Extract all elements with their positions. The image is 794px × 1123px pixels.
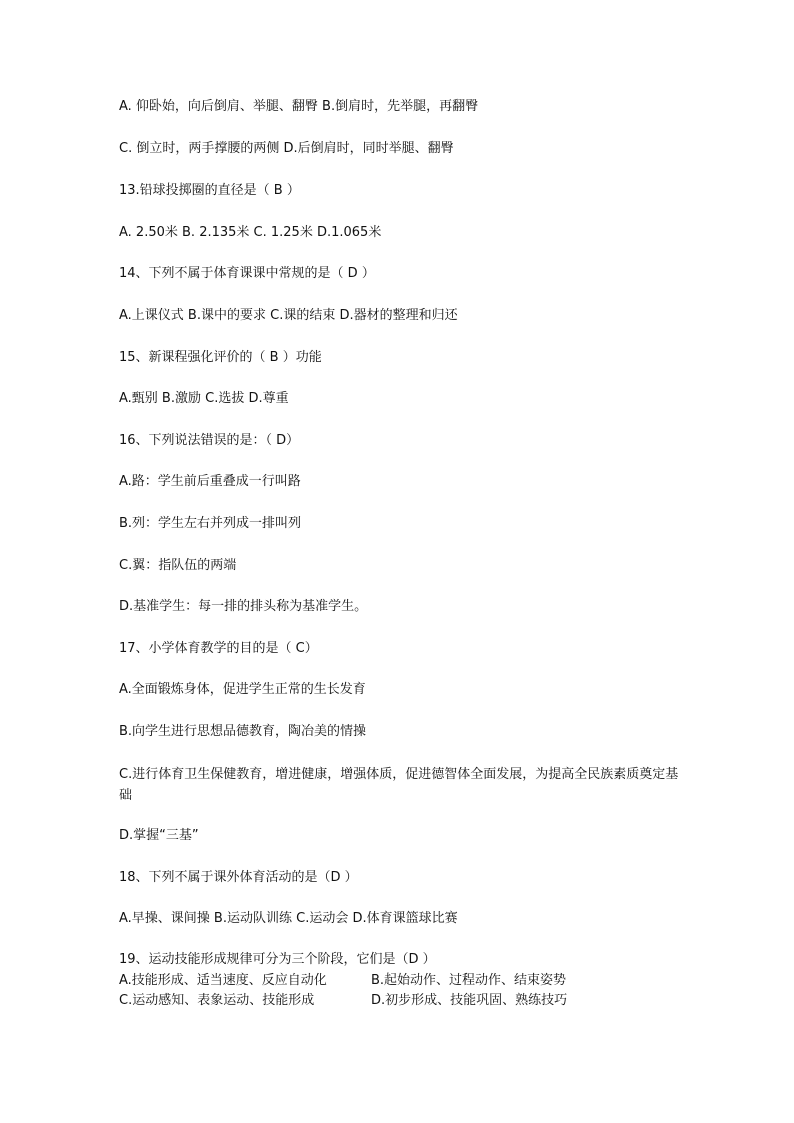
- q15-question: 15、新课程强化评价的（ B ）功能: [119, 350, 322, 365]
- q19-option-c: C.运动感知、表象运动、技能形成: [119, 993, 315, 1008]
- q16-option-b: B.列：学生左右并列成一排叫列: [119, 516, 302, 531]
- q19-option-d: D.初步形成、技能巩固、熟练技巧: [371, 993, 568, 1008]
- q12-options-cd: C. 倒立时，两手撑腰的两侧 D.后倒肩时，同时举腿、翻臀: [119, 141, 454, 156]
- q17-question: 17、小学体育教学的目的是（ C）: [119, 641, 318, 656]
- q19-options-row1: [119, 972, 679, 990]
- q19-options-row2: [119, 992, 679, 1010]
- q19-question: 19、运动技能形成规律可分为三个阶段，它们是（D ）: [119, 952, 436, 967]
- q19-option-a: A.技能形成、适当速度、反应自动化: [119, 973, 327, 988]
- q13-options: A. 2.50米 B. 2.135米 C. 1.25米 D.1.065米: [119, 225, 382, 240]
- q16-option-a: A.路：学生前后重叠成一行叫路: [119, 474, 301, 489]
- q14-question: 14、下列不属于体育课课中常规的是（ D ）: [119, 266, 375, 281]
- q15-options: A.甄别 B.激励 C.选拔 D.尊重: [119, 391, 289, 406]
- q17-option-c: C.进行体育卫生保健教育，增进健康，增强体质，促进德智体全面发展，为提高全民族素质奠定基础: [119, 767, 679, 803]
- q13-question: 13.铅球投掷圈的直径是（ B ）: [119, 183, 300, 198]
- q16-option-d: D.基准学生：每一排的排头称为基准学生。: [119, 599, 368, 614]
- q16-question: 16、下列说法错误的是：（ D）: [119, 433, 300, 448]
- q18-options: A.早操、课间操 B.运动队训练 C.运动会 D.体育课篮球比赛: [119, 911, 458, 926]
- q17-option-a: A.全面锻炼身体，促进学生正常的生长发育: [119, 682, 366, 697]
- q17-option-b: B.向学生进行思想品德教育，陶冶美的情操: [119, 724, 367, 739]
- q17-option-d: D.掌握“三基”: [119, 828, 199, 843]
- q19-option-b: B.起始动作、过程动作、结束姿势: [371, 973, 567, 988]
- q16-option-c: C.翼：指队伍的两端: [119, 558, 237, 573]
- q14-options: A.上课仪式 B.课中的要求 C.课的结束 D.器材的整理和归还: [119, 308, 458, 323]
- q12-options-ab: A. 仰卧始，向后倒肩、举腿、翻臀 B.倒肩时，先举腿，再翻臀: [119, 99, 479, 114]
- q18-question: 18、下列不属于课外体育活动的是（D ）: [119, 870, 358, 885]
